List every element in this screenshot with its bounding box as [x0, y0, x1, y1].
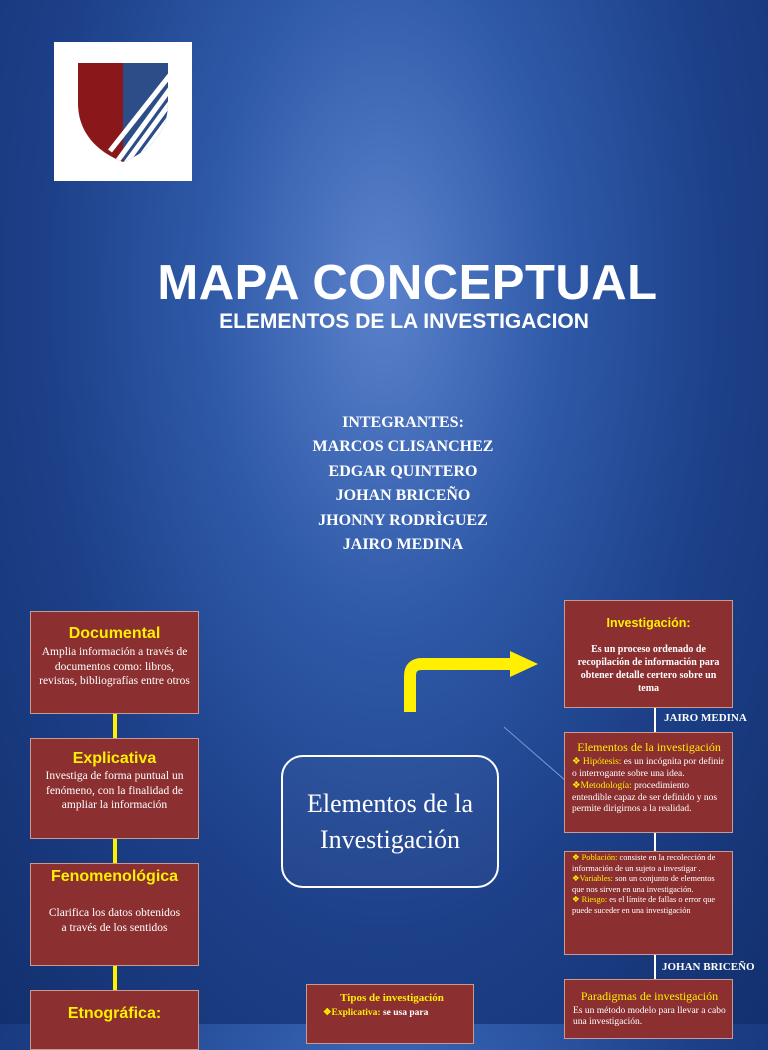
- member-name: JOHAN BRICEÑO: [335, 487, 471, 505]
- connector-line: [113, 966, 117, 990]
- box-text: [572, 853, 726, 874]
- central-concept: [281, 755, 499, 888]
- connector-line: [654, 833, 656, 851]
- box-title: Documental: [68, 625, 161, 642]
- central-concept-line: Investigación: [319, 824, 461, 854]
- central-concept-line: Elementos de la: [306, 788, 474, 818]
- term-text: procedimiento entendible capaz de ser definido y nos permite dirigirnos a la realidad.: [572, 781, 718, 814]
- connector-diagonal: [500, 725, 570, 785]
- page-title: MAPA CONCEPTUAL: [157, 256, 658, 310]
- box-text: Amplia información a través de documentos como: libros, revistas, bibliografías entre otros: [39, 646, 190, 687]
- box-text: [572, 874, 726, 895]
- box-fenomenologica: [30, 863, 199, 966]
- connector-line: [113, 714, 117, 738]
- term-label: ❖Explicativa:: [323, 1008, 381, 1018]
- box-title: Fenomenológica: [50, 868, 179, 885]
- term-label: ❖Variables:: [572, 874, 613, 884]
- box-text: Es un proceso ordenado de recopilación de información para obtener detalle certero sobre un tema: [577, 644, 720, 694]
- connector-line: [654, 708, 656, 732]
- box-explicativa: [30, 738, 199, 839]
- logo: [54, 42, 192, 181]
- term-text: se usa para: [380, 1008, 429, 1018]
- member-name: JHONNY RODRÌGUEZ: [318, 511, 488, 529]
- box-title: Tipos de investigación: [340, 992, 444, 1004]
- box-text: [572, 781, 726, 816]
- term-label: ❖ Hipótesis:: [572, 757, 622, 767]
- arrow-icon: [400, 640, 540, 716]
- box-tipos: [306, 984, 474, 1044]
- box-text: Investiga de forma puntual un fenómeno, con la finalidad de ampliar la información: [45, 770, 184, 811]
- box-poblacion: [564, 851, 733, 955]
- member-name: MARCOS CLISANCHEZ: [312, 438, 494, 456]
- author-tag: JAIRO MEDINA: [664, 712, 747, 724]
- box-text: Clarifica los datos obtenidos a través de los sentidos: [48, 907, 181, 934]
- box-title: Etnográfica:: [67, 1005, 162, 1022]
- members-list: [0, 411, 768, 557]
- box-etnografica: [30, 990, 199, 1050]
- page-subtitle: ELEMENTOS DE LA INVESTIGACION: [219, 310, 589, 333]
- box-documental: [30, 611, 199, 714]
- box-investigacion: [564, 600, 733, 708]
- member-name: EDGAR QUINTERO: [328, 462, 478, 480]
- box-text: [572, 757, 726, 780]
- box-title: Explicativa: [72, 750, 157, 767]
- term-label: ❖ Población:: [572, 853, 618, 862]
- connector-line: [113, 839, 117, 863]
- author-tag: JOHAN BRICEÑO: [662, 961, 755, 973]
- member-name: JAIRO MEDINA: [342, 536, 464, 554]
- box-title: Investigación:: [606, 616, 691, 630]
- term-text: son un conjunto de elementos que nos sirven en una investigación.: [572, 874, 715, 894]
- term-text: es el límite de fallas o error que puede suceder en una investigación: [572, 895, 716, 915]
- connector-line: [654, 955, 656, 979]
- term-text: es un incógnita por definir o interrogante sobre una idea.: [572, 757, 725, 779]
- box-text: [317, 1008, 467, 1019]
- box-title: Paradigmas de investigación: [580, 989, 719, 1003]
- shield-logo-icon: [76, 59, 170, 163]
- box-title: Elementos de la investigación: [577, 740, 721, 754]
- box-paradigmas: [564, 979, 733, 1039]
- box-text: [572, 895, 726, 916]
- term-label: ❖Metodología:: [572, 781, 632, 791]
- term-text: consiste en la recolección de información de un sujeto a investigar .: [572, 853, 716, 873]
- term-label: ❖ Riesgo:: [572, 895, 608, 905]
- box-text: Es un método modelo para llevar a cabo una investigación.: [573, 1006, 726, 1027]
- box-elementos: [564, 732, 733, 833]
- members-heading: INTEGRANTES:: [342, 414, 464, 431]
